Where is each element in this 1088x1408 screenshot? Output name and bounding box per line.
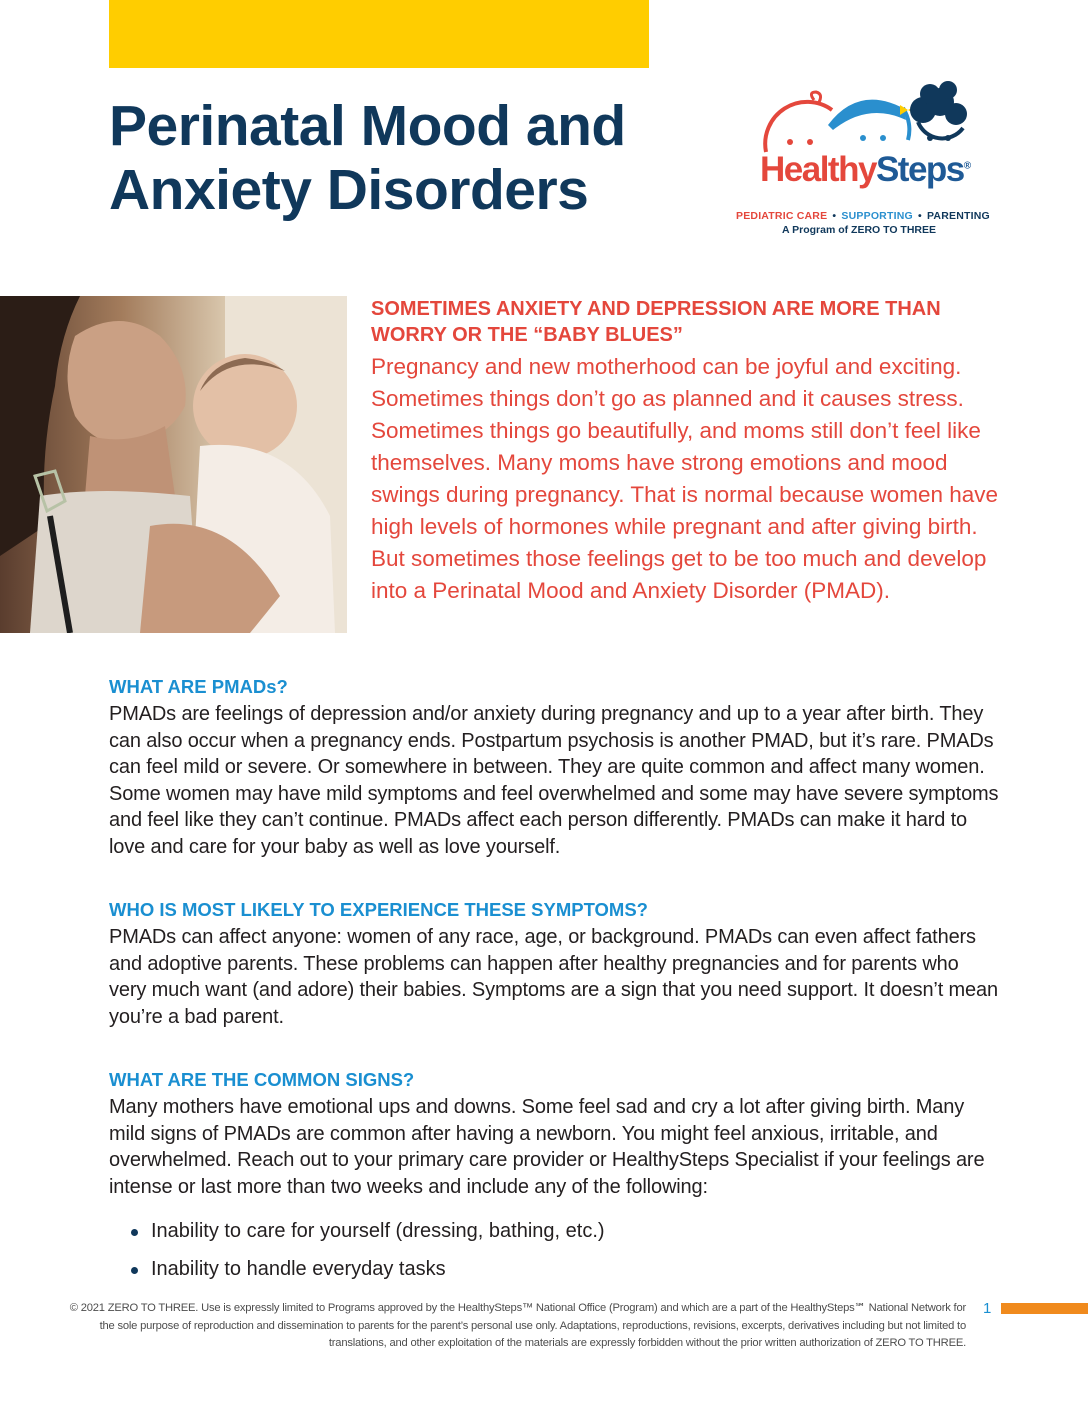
section-common-signs [109,1068,999,1294]
logo-wordmark [760,150,971,190]
mother-holding-baby-image [0,296,347,633]
logo-program-line: A Program of ZERO TO THREE [782,224,937,236]
bullet-icon [131,1229,138,1236]
tag-separator: • [917,210,922,222]
tag-pediatric-care: PEDIATRIC CARE [736,210,828,222]
page-title [109,94,626,222]
section-paragraph: PMADs are feelings of depression and/or anxiety during pregnancy and up to a year after birth. They can also occur when a pregnancy ends. Postpartum psychosis is another PMAD, but it’s rare. PMADs can feel mild or severe. Or somewhere in between. They are quite common and affect many women. Some women may have mild symptoms and feel overwhelmed and some may have severe symptoms and feel like they can’t continue. PMADs affect each person differently. PMADs can make it hard to love and care for your baby as well as love yourself. [109,703,999,858]
title-line-2: Anxiety Disorders [109,158,589,222]
intro-paragraph: Pregnancy and new motherhood can be joyful and exciting. Sometimes things don’t go as planned and it causes stress. Sometimes things go beautifully, and moms still don’t feel like themselves. Many moms have strong emotions and mood swings during pregnancy. That is normal because women have high levels of hormones while pregnant and after giving birth. But sometimes those feelings get to be too much and develop into a Perinatal Mood and Anxiety Disorder (PMAD). [371,354,999,603]
section-heading: WHAT ARE PMADs? [109,676,288,697]
tag-separator: • [832,210,837,222]
list-item-text: Inability to handle everyday tasks [151,1258,446,1281]
logo-word-steps: Steps [875,150,964,189]
section-heading: WHO IS MOST LIKELY TO EXPERIENCE THESE SYMPTOMS? [109,899,648,920]
tag-parenting: PARENTING [927,210,990,222]
copyright-footer: © 2021 ZERO TO THREE. Use is expressly limited to Programs approved by the HealthySteps™ National Office (Program) and which are a part of the HealthySteps℠ National Network for the sole purpose of reproduction and dissemination to parents for the parent’s personal use only. Adaptations, reproductions, revisions, excerpts, derivatives including but not limited to translations, and other exploitation of the materials are expressly forbidden without the prior written authorization of ZERO TO THREE. [69,1302,966,1349]
logo-word-healthy: Healthy [760,150,876,189]
logo-tagline [736,210,990,222]
intro-heading: SOMETIMES ANXIETY AND DEPRESSION ARE MORE THAN WORRY OR THE “BABY BLUES” [371,298,941,346]
mother-and-baby-photo [0,296,347,633]
tag-supporting: SUPPORTING [841,210,913,222]
list-item [109,1256,999,1282]
list-item-text: Inability to care for yourself (dressing, bathing, etc.) [151,1220,605,1243]
healthysteps-logo [730,80,1000,240]
intro-block [371,296,1011,607]
registered-mark: ® [963,160,972,172]
section-heading: WHAT ARE THE COMMON SIGNS? [109,1069,415,1090]
list-item [109,1218,999,1244]
section-who-is-most-likely [109,898,999,1030]
children-faces-logo-icon [758,80,968,160]
title-line-1: Perinatal Mood and [109,94,626,158]
signs-bullet-list [109,1218,999,1282]
section-paragraph: PMADs can affect anyone: women of any race, age, or background. PMADs can even affect fathers and adoptive parents. These problems can happen after healthy pregnancies and for parents who very much want (and adore) their babies. Symptoms are a sign that you need support. It doesn’t mean you’re a bad parent. [109,926,998,1028]
section-what-are-pmads [109,675,999,861]
page-number: 1 [983,1300,992,1317]
page-accent-bar [1001,1303,1088,1314]
section-paragraph: Many mothers have emotional ups and downs. Some feel sad and cry a lot after giving birth. Many mild signs of PMADs are common after having a newborn. You might feel anxious, irritable, and overwhelmed. Reach out to your primary care provider or HealthySteps Specialist if your feelings are intense or last more than two weeks and include any of the following: [109,1096,985,1198]
bullet-icon [131,1267,138,1274]
top-accent-bar [109,0,649,68]
